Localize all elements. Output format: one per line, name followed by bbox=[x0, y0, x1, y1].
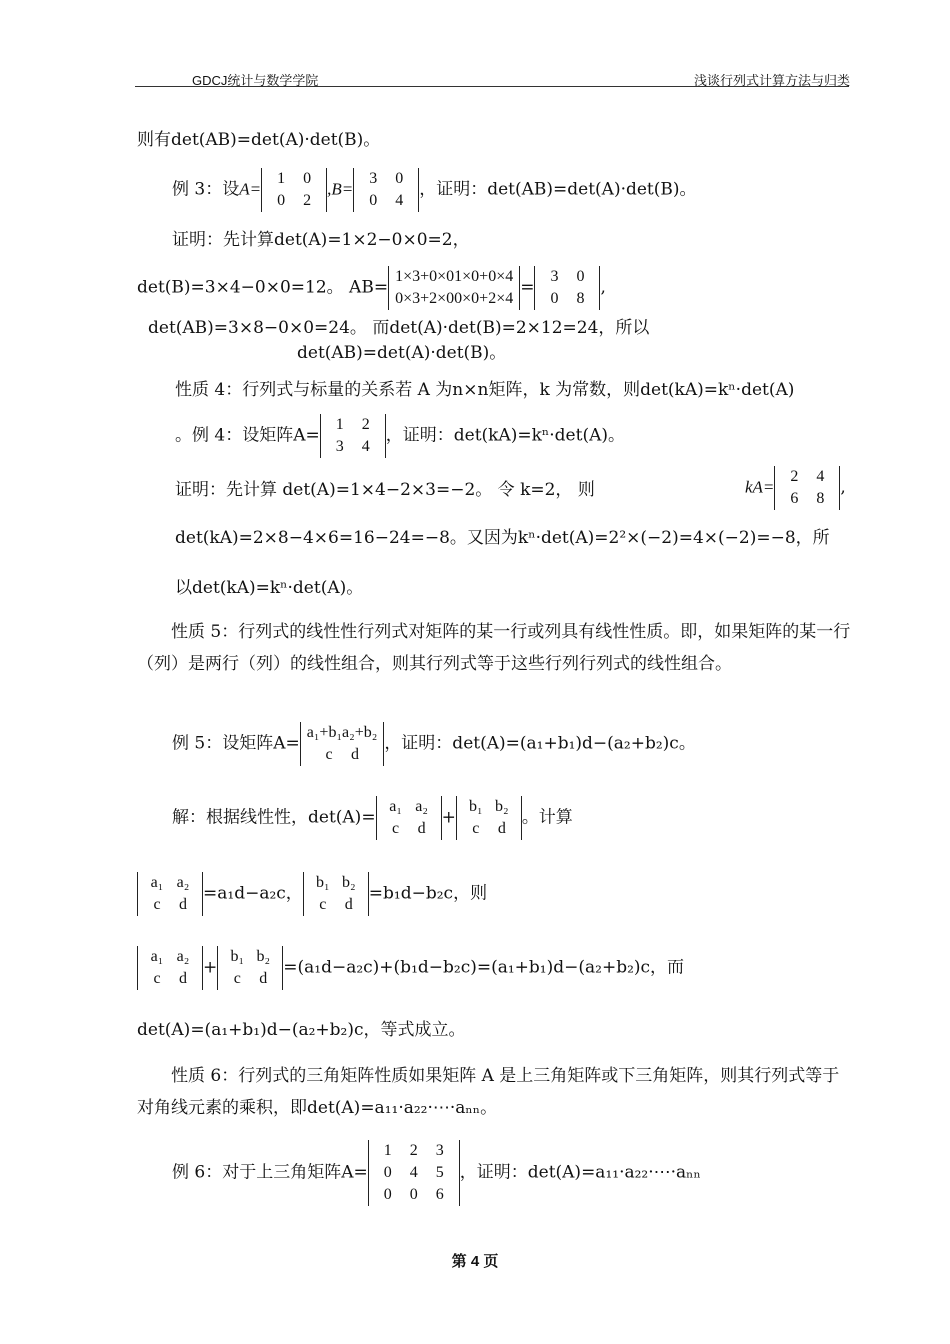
matrix-row bbox=[383, 796, 435, 818]
matrix-cell: 4 bbox=[409, 1164, 418, 1181]
conclusion-5: det(A)=(a₁+b₁)d−(a₂+b₂)c，等式成立。 bbox=[137, 1020, 466, 1040]
matrix-cell: 0 bbox=[303, 170, 312, 187]
matrix-cell: 0 bbox=[383, 1164, 392, 1181]
matrix-cell: 1×3+0×0 bbox=[395, 268, 455, 285]
matrix bbox=[368, 1140, 460, 1206]
property-4: 性质 4：行列式与标量的关系若 A 为n×n矩阵，k 为常数，则det(kA)=kⁿ·det(A) bbox=[175, 380, 795, 400]
matrix-cell: 0 bbox=[395, 170, 404, 187]
line-detB-AB: det(B)=3×4−0×0=12。 AB= 1×3+0×01×0+0×4 0×3+2×00×0+2×4 = 3 0 0 8 , bbox=[137, 266, 606, 310]
matrix-cell: 2 bbox=[409, 1142, 418, 1159]
conclusion-4: 以det(kA)=kⁿ·det(A)。 bbox=[175, 578, 364, 598]
matrix-cell: 4 bbox=[361, 438, 370, 455]
matrix-cell: a₂ bbox=[415, 798, 428, 815]
matrix-row bbox=[781, 488, 833, 510]
matrix-row bbox=[144, 894, 196, 916]
property-5: 性质 5：行列式的线性性行列式对矩阵的某一行或列具有线性性质。即，如果矩阵的某一行（列）是两行（列）的线性组合，则其行列式等于这些行列行列式的线性组合。 bbox=[137, 622, 851, 674]
matrix-row bbox=[144, 872, 196, 894]
matrix-cell: c bbox=[319, 896, 327, 913]
matrix-cell: 4 bbox=[395, 192, 404, 209]
matrix-cell: b₂ bbox=[495, 798, 509, 815]
header-left: GDCJ统计与数学学院 bbox=[192, 73, 319, 88]
matrix-cell: d bbox=[179, 970, 187, 987]
matrix-cell: a₁+b₁ bbox=[306, 724, 343, 741]
matrix-cell: 0 bbox=[409, 1186, 418, 1203]
matrix-cell: 4 bbox=[816, 468, 825, 485]
matrix-cell: c bbox=[233, 970, 241, 987]
matrix-cell: a₂+b₂ bbox=[342, 724, 378, 741]
matrix-row bbox=[395, 266, 513, 288]
matrix-cell: b₂ bbox=[342, 874, 356, 891]
matrix-cell: 0 bbox=[550, 290, 559, 307]
matrix-cell: a₂ bbox=[176, 874, 190, 891]
matrix-row bbox=[268, 190, 320, 212]
line-detAB: det(AB)=3×8−0×0=24。 而det(A)·det(B)=2×12=24，所以 bbox=[148, 318, 650, 338]
line-ab-result: 则有det(AB)=det(A)·det(B)。 bbox=[137, 130, 381, 150]
matrix-cell: d bbox=[497, 820, 506, 837]
matrix-cell: c bbox=[153, 970, 161, 987]
matrix bbox=[774, 466, 840, 510]
matrix-cell: a₁ bbox=[150, 874, 164, 891]
proof-3: 证明：先计算det(A)=1×2−0×0=2， bbox=[172, 230, 470, 250]
matrix-cell: 6 bbox=[790, 490, 799, 507]
sum-line: a₁ a₂ c d + b₁ b₂ c d =(a₁d−a₂c)+(b₁d−b₂c)=(a₁+b₁)d−(a₂+b₂)c，而 bbox=[137, 946, 684, 990]
conclusion-3: det(AB)=det(A)·det(B)。 bbox=[297, 343, 507, 363]
matrix-cell: 0×0+2×4 bbox=[454, 290, 514, 307]
proof-4: 证明：先计算 det(A)=1×4−2×3=−2。 令 k=2， 则 bbox=[175, 480, 595, 500]
matrix-row bbox=[307, 744, 378, 766]
matrix-cell: 1 bbox=[335, 416, 344, 433]
matrix-cell: d bbox=[344, 896, 353, 913]
matrix-cell: 3 bbox=[369, 170, 378, 187]
matrix bbox=[353, 168, 419, 212]
example-5: 例 5：设矩阵A= a₁+b₁a₂+b₂ c d ，证明：det(A)=(a₁+b₁)d−(a₂+b₂)c。 bbox=[172, 722, 696, 766]
matrix-cell: 0×3+2×0 bbox=[395, 290, 455, 307]
matrix bbox=[388, 266, 520, 310]
matrix bbox=[137, 872, 203, 916]
matrix-cell: 8 bbox=[576, 290, 585, 307]
matrix-row bbox=[375, 1140, 453, 1162]
matrix bbox=[320, 414, 386, 458]
matrix bbox=[303, 872, 369, 916]
matrix-row bbox=[541, 288, 593, 310]
matrix-cell: 0 bbox=[369, 192, 378, 209]
matrix-row bbox=[144, 968, 196, 990]
matrix-row bbox=[383, 818, 435, 840]
matrix bbox=[534, 266, 600, 310]
matrix bbox=[300, 722, 385, 766]
matrix-row bbox=[327, 436, 379, 458]
matrix bbox=[217, 946, 283, 990]
matrix bbox=[137, 946, 203, 990]
matrix-cell: c bbox=[472, 820, 480, 837]
matrix bbox=[456, 796, 522, 840]
matrix-cell: 6 bbox=[435, 1186, 444, 1203]
matrix-cell: a₁ bbox=[389, 798, 402, 815]
matrix-row bbox=[224, 946, 276, 968]
header-rule bbox=[135, 86, 849, 87]
matrix-cell: c bbox=[392, 820, 400, 837]
matrix-row bbox=[395, 288, 513, 310]
matrix-cell: b₁ bbox=[469, 798, 483, 815]
solution-5: 解：根据线性性，det(A)= a₁ a₂ c d + b₁ b₂ c d 。计算 bbox=[172, 796, 573, 840]
matrix-row bbox=[307, 722, 378, 744]
matrix-row bbox=[327, 414, 379, 436]
matrix-cell: 0 bbox=[576, 268, 585, 285]
page-number: 第 4 页 bbox=[451, 1253, 499, 1270]
matrix-cell: d bbox=[417, 820, 426, 837]
matrix-row bbox=[224, 968, 276, 990]
matrix-cell: 1×0+0×4 bbox=[454, 268, 514, 285]
matrix-row bbox=[463, 818, 515, 840]
matrix-cell: b₁ bbox=[230, 948, 245, 965]
matrix-cell: a₁ bbox=[150, 948, 164, 965]
matrix-row bbox=[360, 168, 412, 190]
matrix-row bbox=[144, 946, 196, 968]
matrix-cell: 3 bbox=[550, 268, 559, 285]
matrix-cell: b₂ bbox=[256, 948, 271, 965]
matrix-cell: 2 bbox=[303, 192, 312, 209]
matrix-cell: c bbox=[325, 746, 333, 763]
matrix-cell: d bbox=[259, 970, 268, 987]
matrix-cell: 2 bbox=[790, 468, 799, 485]
matrix-row bbox=[310, 872, 362, 894]
matrix-row bbox=[375, 1184, 453, 1206]
matrix bbox=[261, 168, 327, 212]
matrix-cell: 8 bbox=[816, 490, 825, 507]
property-6: 性质 6：行列式的三角矩阵性质如果矩阵 A 是上三角矩阵或下三角矩阵，则其行列式等于对角线元素的乘积，即det(A)=a₁₁·a₂₂·⋯·aₙₙ。 bbox=[137, 1066, 840, 1118]
matrix-cell: a₂ bbox=[176, 948, 190, 965]
matrix-cell: d bbox=[351, 746, 360, 763]
matrix-cell: 0 bbox=[383, 1186, 392, 1203]
matrix-cell: 3 bbox=[435, 1142, 444, 1159]
matrix bbox=[376, 796, 442, 840]
example-4: 。例 4：设矩阵A= 1 2 3 4 ，证明：det(kA)=kⁿ·det(A)。 bbox=[175, 414, 625, 458]
example-6: 例 6：对于上三角矩阵A= 1 2 3 0 4 5 0 0 6 ，证明：det(A)=a₁₁·a₂₂·⋯·aₙₙ bbox=[172, 1140, 701, 1206]
matrix-cell: 2 bbox=[361, 416, 370, 433]
matrix-row bbox=[541, 266, 593, 288]
matrix-row bbox=[268, 168, 320, 190]
matrix-row bbox=[375, 1162, 453, 1184]
matrix-cell: 3 bbox=[335, 438, 344, 455]
matrix-cell: b₁ bbox=[316, 874, 330, 891]
matrix-cell: c bbox=[153, 896, 161, 913]
calc-line: a₁ a₂ c d =a₁d−a₂c， b₁ b₂ c d =b₁d−b₂c，则 bbox=[137, 872, 487, 916]
matrix-row bbox=[310, 894, 362, 916]
matrix-row bbox=[781, 466, 833, 488]
matrix-cell: 1 bbox=[277, 170, 286, 187]
matrix-cell: 5 bbox=[435, 1164, 444, 1181]
matrix-row bbox=[360, 190, 412, 212]
matrix-cell: 0 bbox=[277, 192, 286, 209]
matrix-row bbox=[463, 796, 515, 818]
kA-matrix-line: kA= 2 4 6 8 , bbox=[745, 466, 846, 510]
line-detkA: det(kA)=2×8−4×6=16−24=−8。又因为kⁿ·det(A)=2²×(−2)=4×(−2)=−8，所 bbox=[175, 528, 830, 548]
matrix-cell: 1 bbox=[383, 1142, 392, 1159]
example-3: 例 3：设A= 1 0 0 2 ,B= 3 0 0 4 ，证明：det(AB)=det(A)·det(B)。 bbox=[172, 168, 697, 212]
matrix-cell: d bbox=[179, 896, 187, 913]
header-right: 浅谈行列式计算方法与归类 bbox=[693, 73, 850, 88]
